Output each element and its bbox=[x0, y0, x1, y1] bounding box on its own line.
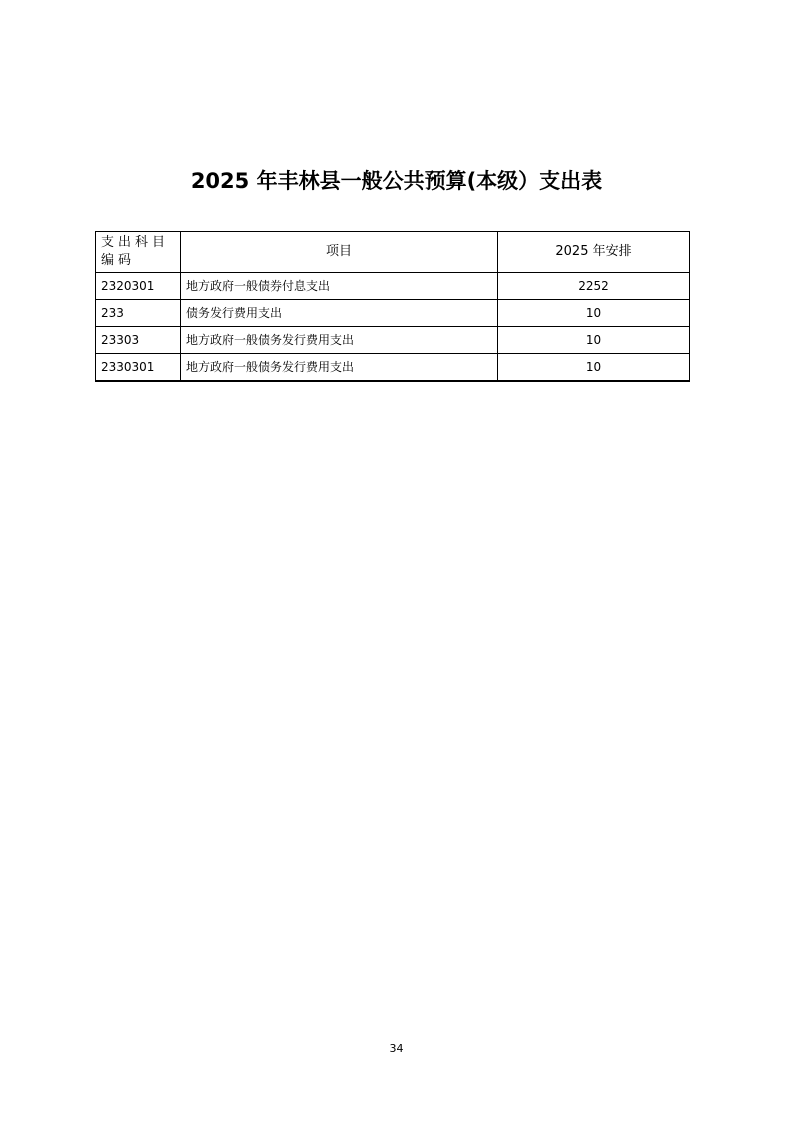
header-code: 支出科目编码 bbox=[96, 232, 181, 273]
header-amount: 2025 年安排 bbox=[498, 232, 690, 273]
row-amount: 10 bbox=[498, 300, 690, 327]
row-amount: 10 bbox=[498, 327, 690, 354]
budget-table bbox=[95, 231, 690, 382]
row-code: 2330301 bbox=[96, 354, 181, 382]
header-item: 项目 bbox=[181, 232, 498, 273]
row-code: 233 bbox=[96, 300, 181, 327]
row-code: 2320301 bbox=[96, 273, 181, 300]
table-row bbox=[96, 273, 690, 300]
row-amount: 10 bbox=[498, 354, 690, 382]
table-header-row bbox=[96, 232, 690, 273]
page-title: 2025 年丰林县一般公共预算(本级）支出表 bbox=[190, 169, 603, 193]
row-item: 地方政府一般债务发行费用支出 bbox=[181, 354, 498, 382]
row-item: 债务发行费用支出 bbox=[181, 300, 498, 327]
row-amount: 2252 bbox=[498, 273, 690, 300]
row-item: 地方政府一般债务发行费用支出 bbox=[181, 327, 498, 354]
row-code: 23303 bbox=[96, 327, 181, 354]
table-row bbox=[96, 354, 690, 382]
table-row bbox=[96, 300, 690, 327]
page-number: 34 bbox=[389, 1042, 404, 1055]
table-row bbox=[96, 327, 690, 354]
row-item: 地方政府一般债券付息支出 bbox=[181, 273, 498, 300]
